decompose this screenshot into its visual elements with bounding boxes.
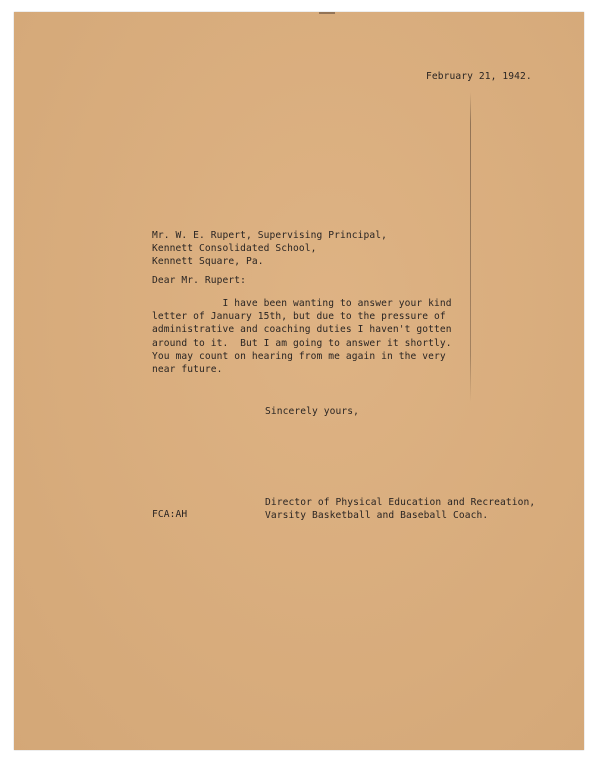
signature-title (265, 496, 535, 522)
letter-body (152, 297, 452, 376)
closing: Sincerely yours, (265, 406, 360, 417)
signature-title-line: Director of Physical Education and Recreation, (265, 497, 536, 508)
recipient-line: Kennett Consolidated School, (152, 243, 317, 255)
reference-initials: FCA:AH (152, 509, 188, 520)
letter-date: February 21, 1942. (426, 71, 532, 82)
body-line: I have been wanting to answer your kind (152, 298, 452, 309)
paper-mark (319, 12, 335, 14)
recipient-line: Mr. W. E. Rupert, Supervising Principal, (152, 230, 388, 241)
signature-title-line: Varsity Basketball and Baseball Coach. (265, 510, 489, 522)
recipient-address (152, 229, 387, 269)
body-line: letter of January 15th, but due to the pressure of (152, 311, 446, 323)
letter-page (14, 12, 584, 750)
body-line: You may count on hearing from me again in the very (152, 350, 446, 362)
salutation: Dear Mr. Rupert: (152, 275, 247, 286)
body-line: administrative and coaching duties I haven't gotten (152, 324, 452, 336)
body-line: near future. (152, 364, 223, 376)
body-line: around to it. But I am going to answer it shortly. (152, 337, 452, 349)
recipient-line: Kennett Square, Pa. (152, 256, 264, 268)
paper-fold-line (470, 92, 471, 402)
